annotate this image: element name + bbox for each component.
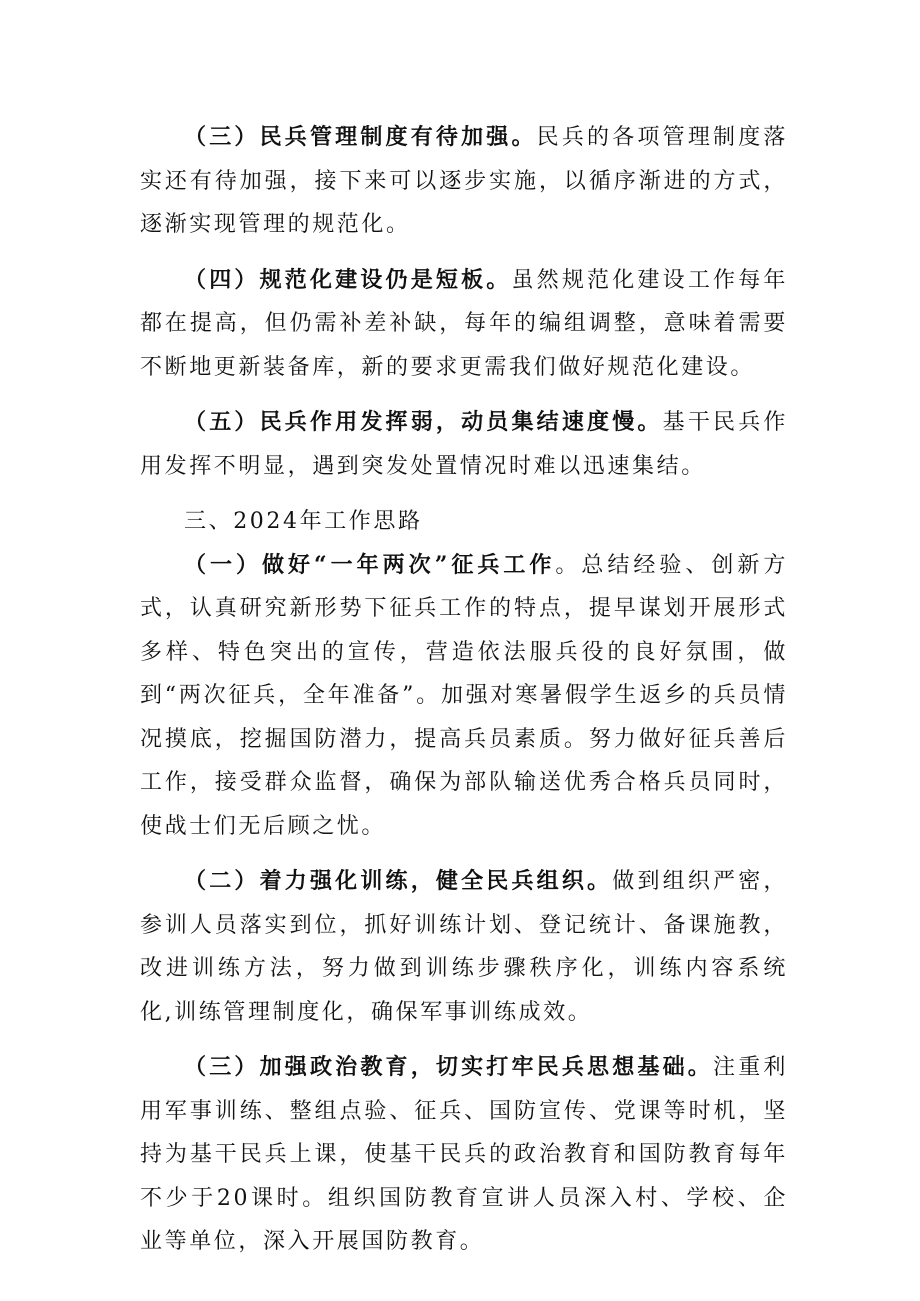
document-body <box>140 116 788 1276</box>
paragraph-conscription <box>140 544 788 849</box>
paragraph-lead: （五）民兵作用发挥弱，动员集结速度慢。 <box>184 409 663 435</box>
paragraph-training <box>140 860 788 1034</box>
paragraph-lead: （一）做好“一年两次”征兵工作 <box>184 551 556 578</box>
paragraph-lead: （四）规范化建设仍是短板。 <box>184 266 512 293</box>
paragraph-lead: （二）着力强化训练，健全民兵组织。 <box>184 868 613 894</box>
paragraph-lead: （三）民兵管理制度有待加强。 <box>184 124 537 150</box>
paragraph-political-education <box>140 1046 788 1264</box>
paragraph-text: 民兵的各项管理制度落实还有待加强，接下来可以逐步实施，以循序渐进的方式，逐渐实现管理的规范化。 <box>140 125 788 237</box>
paragraph-text: 注重利用军事训练、整组点验、征兵、国防宣传、党课等时机，坚持为基干民兵上课，使基干民兵的政治教育和国防教育每年不少于20课时。组织国防教育宣讲人员深入村、学校、企业等单位，深入开展国防教育。 <box>140 1055 788 1254</box>
paragraph-standardization <box>140 259 788 390</box>
paragraph-text: 基干民兵作用发挥不明显，遇到突发处置情况时难以迅速集结。 <box>140 410 788 479</box>
paragraph-mobilization <box>140 401 788 488</box>
paragraph-lead: （三）加强政治教育，切实打牢民兵思想基础。 <box>184 1054 713 1080</box>
paragraph-text: 做到组织严密，参训人员落实到位，抓好训练计划、登记统计、备课施教，改进训练方法，努力做到训练步骤秩序化，训练内容系统化,训练管理制度化，确保军事训练成效。 <box>140 869 788 1025</box>
paragraph-management-system <box>140 116 788 247</box>
paragraph-text: 。总结经验、创新方式，认真研究新形势下征兵工作的特点，提早谋划开展形式多样、特色突出的宣传，营造依法服兵役的良好氛围，做到“两次征兵，全年准备”。加强对寒暑假学生返乡的兵员情况摸底，挖掘国防潜力，提高兵员素质。努力做好征兵善后工作，接受群众监督，确保为部队输送优秀合格兵员同时，使战士们无后顾之忧。 <box>140 552 789 839</box>
section-heading: 三、2024年工作思路 <box>184 509 423 534</box>
paragraph-text: 虽然规范化建设工作每年都在提高，但仍需补差补缺，每年的编组调整，意味着需要不断地更新装备库，新的要求更需我们做好规范化建设。 <box>140 267 788 380</box>
